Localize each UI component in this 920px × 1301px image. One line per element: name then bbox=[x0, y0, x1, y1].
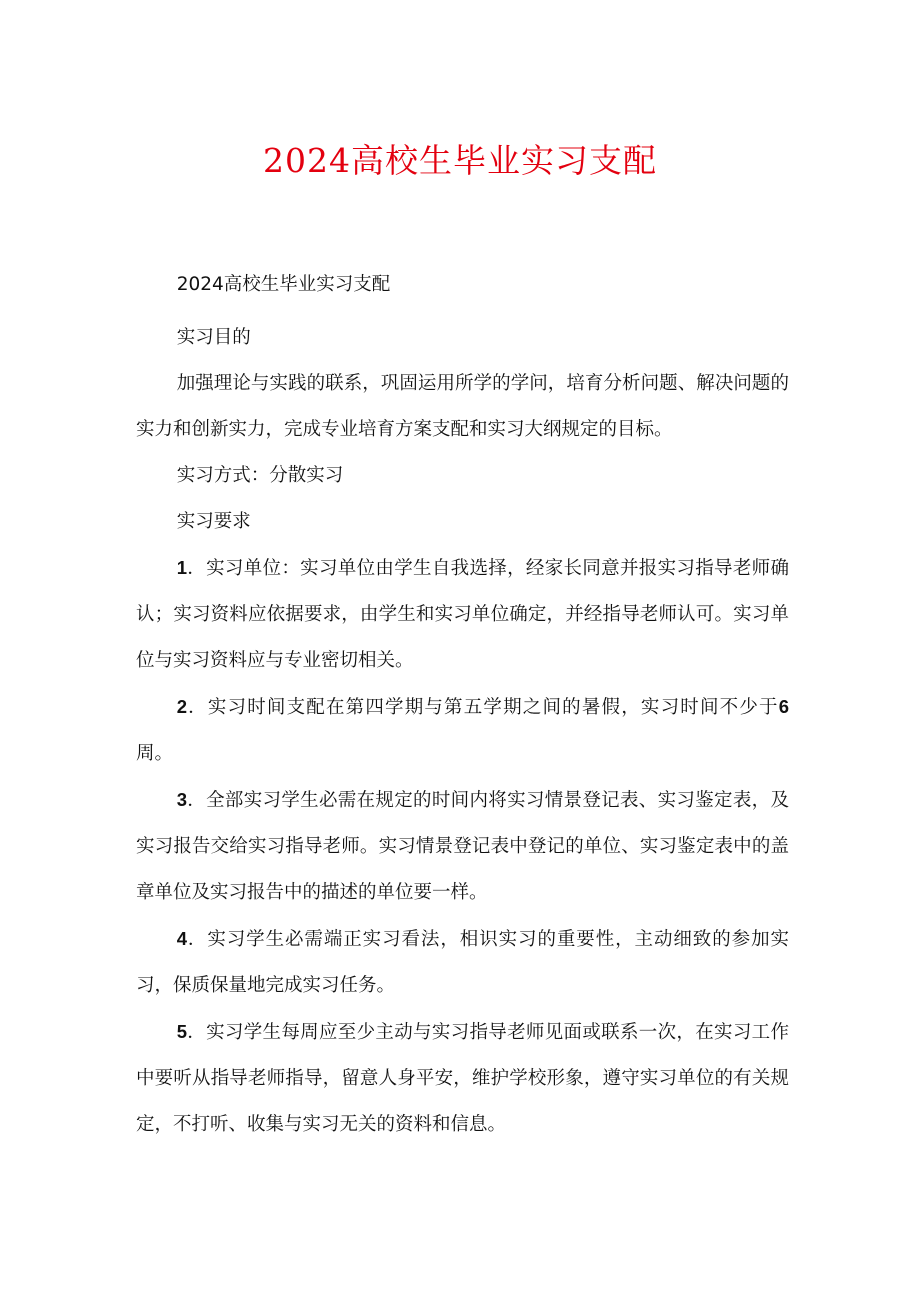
requirement-text: ．实习学生必需端正实习看法，相识实习的重要性，主动细致的参加实习，保质保量地完成实习任务。 bbox=[136, 929, 789, 996]
requirement-number: 3 bbox=[176, 789, 187, 810]
requirement-text: ．实习单位：实习单位由学生自我选择，经家长同意并报实习指导老师确认；实习资料应依据要求，由学生和实习单位确定，并经指导老师认可。实习单位与实习资料应与专业密切相关。 bbox=[136, 558, 789, 671]
requirement-number: 1 bbox=[176, 557, 187, 578]
requirement-text: ．实习时间支配在第四学期与第五学期之间的暑假，实习时间不少于 bbox=[186, 697, 779, 718]
document-body bbox=[136, 262, 789, 1148]
requirement-item bbox=[136, 777, 789, 916]
weeks-unit: 周。 bbox=[136, 743, 174, 764]
purpose-heading: 实习目的 bbox=[176, 327, 251, 348]
requirement-item bbox=[136, 684, 789, 777]
purpose-text: 加强理论与实践的联系，巩固运用所学的学问，培育分析问题、解决问题的实力和创新实力，完成专业培育方案支配和实习大纲规定的目标。 bbox=[136, 373, 789, 440]
requirement-number: 5 bbox=[176, 1021, 187, 1042]
requirement-item bbox=[136, 916, 789, 1009]
requirement-item bbox=[136, 545, 789, 684]
document-subtitle: 2024高校生毕业实习支配 bbox=[176, 274, 391, 295]
weeks-number: 6 bbox=[778, 696, 789, 717]
requirements-heading: 实习要求 bbox=[176, 511, 251, 532]
requirement-item bbox=[136, 1009, 789, 1148]
method-text: 实习方式：分散实习 bbox=[176, 465, 344, 486]
requirement-text: ．全部实习学生必需在规定的时间内将实习情景登记表、实习鉴定表，及实习报告交给实习指导老师。实习情景登记表中登记的单位、实习鉴定表中的盖章单位及实习报告中的描述的单位要一样。 bbox=[136, 790, 789, 903]
requirement-text: ．实习学生每周应至少主动与实习指导老师见面或联系一次，在实习工作中要听从指导老师指导，留意人身平安，维护学校形象，遵守实习单位的有关规定，不打听、收集与实习无关的资料和信息。 bbox=[136, 1022, 789, 1135]
requirement-number: 2 bbox=[176, 696, 187, 717]
document-title: 2024高校生毕业实习支配 bbox=[263, 141, 657, 180]
requirement-number: 4 bbox=[176, 928, 187, 949]
